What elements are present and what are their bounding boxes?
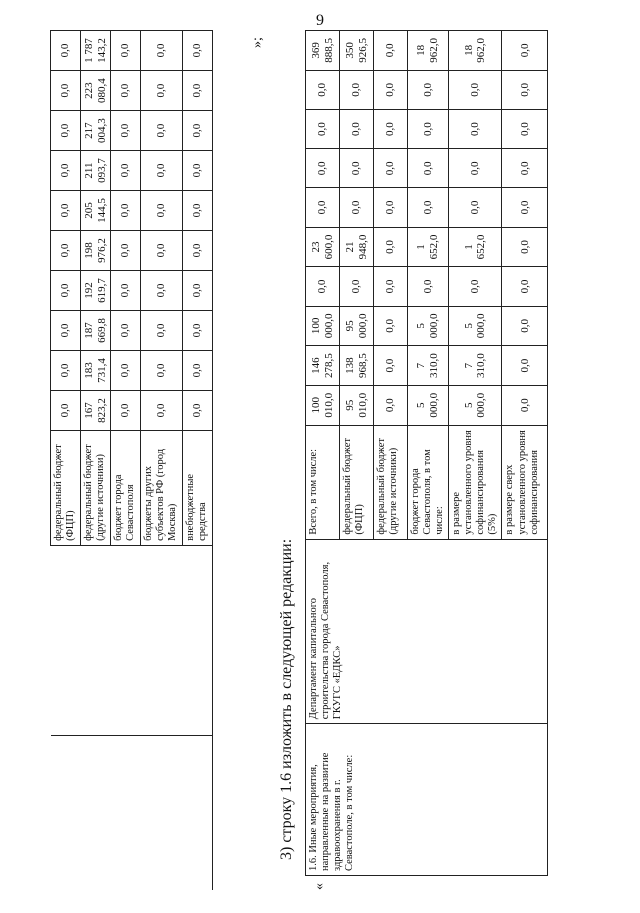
value-cell: 0,0 [141,111,183,151]
value-cell: 0,0 [340,188,374,227]
value-cell: 0,0 [502,267,548,306]
value-cell: 217 004,3 [81,111,111,151]
value-cell: 0,0 [502,306,548,346]
value-cell: 350 926,5 [340,31,374,71]
value-cell: 0,0 [183,111,213,151]
value-cell: 0,0 [141,310,183,350]
source-cell: в размере сверх установленного уровня софинансирования [502,425,548,539]
value-cell: 0,0 [51,31,81,71]
value-cell: 198 976,2 [81,231,111,271]
value-cell: 223 080,4 [81,71,111,111]
value-cell: 0,0 [141,191,183,231]
value-cell: 0,0 [374,306,408,346]
source-cell: бюджеты других субъектов РФ (город Москва) [141,430,183,545]
value-cell: 0,0 [111,231,141,271]
value-cell: 5 000,0 [449,385,502,425]
page-number: 9 [316,12,324,29]
value-cell: 0,0 [141,151,183,191]
value-cell: 0,0 [183,271,213,311]
value-cell: 18 962,0 [408,31,449,71]
source-cell: федеральный бюджет (другие источники) [374,425,408,539]
value-cell: 0,0 [183,31,213,71]
value-cell: 0,0 [51,231,81,271]
opening-quote: « [312,883,327,890]
value-cell: 211 093,7 [81,151,111,191]
value-cell: 0,0 [51,271,81,311]
value-cell: 21 948,0 [340,227,374,267]
value-cell: 0,0 [51,390,81,430]
value-cell: 18 962,0 [449,31,502,71]
value-cell: 0,0 [502,70,548,109]
value-cell: 205 144,5 [81,191,111,231]
value-cell: 138 968,5 [340,346,374,386]
value-cell: 0,0 [111,271,141,311]
value-cell: 167 823,2 [81,390,111,430]
source-cell: в размере установленного уровня софинансирования (5%) [449,425,502,539]
value-cell: 0,0 [51,111,81,151]
value-cell: 0,0 [340,267,374,306]
value-cell: 0,0 [502,385,548,425]
value-cell: 0,0 [306,267,340,306]
table-bottom [305,30,548,876]
value-cell: 0,0 [111,111,141,151]
value-cell: 1 652,0 [449,227,502,267]
value-cell: 0,0 [111,350,141,390]
value-cell: 95 000,0 [340,306,374,346]
value-cell: 0,0 [111,71,141,111]
value-cell: 0,0 [111,31,141,71]
value-cell: 23 600,0 [306,227,340,267]
value-cell: 7 310,0 [449,346,502,386]
source-cell: федеральный бюджет (ФЦП) [51,430,81,545]
value-cell: 0,0 [183,350,213,390]
value-cell: 5 000,0 [449,306,502,346]
value-cell: 0,0 [374,70,408,109]
value-cell: 0,0 [183,390,213,430]
value-cell: 0,0 [141,231,183,271]
value-cell: 0,0 [51,71,81,111]
blank-cell [51,735,213,890]
value-cell: 0,0 [183,151,213,191]
value-cell: 0,0 [183,191,213,231]
value-cell: 0,0 [502,227,548,267]
source-cell: Всего, в том числе: [306,425,340,539]
value-cell: 0,0 [111,151,141,191]
value-cell: 0,0 [449,188,502,227]
value-cell: 0,0 [340,70,374,109]
value-cell: 5 000,0 [408,385,449,425]
value-cell: 187 669,8 [81,310,111,350]
value-cell: 0,0 [141,390,183,430]
value-cell: 183 731,4 [81,350,111,390]
value-cell: 0,0 [183,231,213,271]
value-cell: 0,0 [51,310,81,350]
value-cell: 5 000,0 [408,306,449,346]
table-top [50,30,213,890]
value-cell: 0,0 [374,188,408,227]
value-cell: 0,0 [141,31,183,71]
value-cell: 0,0 [408,188,449,227]
value-cell: 0,0 [502,31,548,71]
value-cell: 0,0 [408,149,449,188]
value-cell: 0,0 [141,71,183,111]
value-cell: 0,0 [502,188,548,227]
value-cell: 0,0 [449,110,502,149]
source-cell: бюджет города Севастополя, в том числе: [408,425,449,539]
value-cell: 0,0 [51,350,81,390]
value-cell: 0,0 [449,149,502,188]
value-cell: 0,0 [306,110,340,149]
section-heading: 3) строку 1.6 изложить в следующей редакции: [278,538,295,860]
value-cell: 0,0 [340,110,374,149]
source-cell: федеральный бюджет (другие источники) [81,430,111,545]
source-cell: внебюджетные средства [183,430,213,545]
table-row [51,31,81,891]
value-cell: 0,0 [111,390,141,430]
value-cell: 0,0 [449,70,502,109]
blank-cell [51,545,213,735]
value-cell: 192 619,7 [81,271,111,311]
value-cell: 0,0 [408,110,449,149]
value-cell: 0,0 [374,110,408,149]
value-cell: 0,0 [141,271,183,311]
value-cell: 0,0 [340,149,374,188]
organization-cell: Департамент капитального строительства города Севастополя, ГКУГС «ЕДКС» [306,539,548,724]
value-cell: 0,0 [408,70,449,109]
table-row [306,31,340,876]
value-cell: 0,0 [306,149,340,188]
value-cell: 1 787 143,2 [81,31,111,71]
description-cell: 1.6. Иные мероприятия, направленные на развитие здравоохранения в г. Севастополе, в том числе: [306,724,548,876]
value-cell: 0,0 [449,267,502,306]
value-cell: 0,0 [374,385,408,425]
value-cell: 0,0 [51,191,81,231]
value-cell: 0,0 [502,149,548,188]
value-cell: 0,0 [183,310,213,350]
value-cell: 95 010,0 [340,385,374,425]
value-cell: 0,0 [502,346,548,386]
value-cell: 0,0 [374,31,408,71]
value-cell: 0,0 [502,110,548,149]
source-cell: федеральный бюджет (ФЦП) [340,425,374,539]
value-cell: 0,0 [111,310,141,350]
value-cell: 0,0 [374,346,408,386]
value-cell: 0,0 [408,267,449,306]
value-cell: 369 888,5 [306,31,340,71]
value-cell: 0,0 [141,350,183,390]
value-cell: 0,0 [306,70,340,109]
closing-quote: »; [250,37,265,48]
value-cell: 100 000,0 [306,306,340,346]
value-cell: 0,0 [374,227,408,267]
value-cell: 100 010,0 [306,385,340,425]
value-cell: 0,0 [306,188,340,227]
value-cell: 0,0 [374,149,408,188]
rotated-content [50,30,610,890]
value-cell: 0,0 [51,151,81,191]
source-cell: бюджет города Севастополя [111,430,141,545]
value-cell: 7 310,0 [408,346,449,386]
value-cell: 0,0 [111,191,141,231]
value-cell: 0,0 [183,71,213,111]
value-cell: 1 652,0 [408,227,449,267]
value-cell: 146 278,5 [306,346,340,386]
value-cell: 0,0 [374,267,408,306]
